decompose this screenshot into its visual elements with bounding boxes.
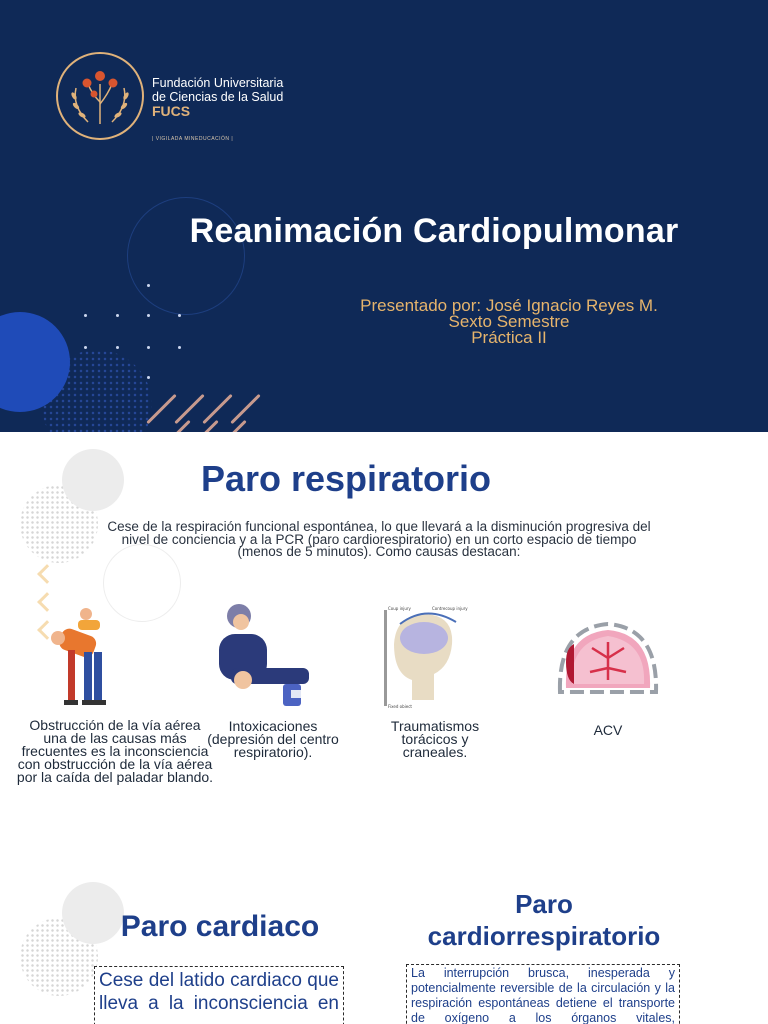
respiratory-arrest-slide bbox=[0, 432, 768, 864]
svg-text:Fixed object: Fixed object bbox=[388, 704, 412, 708]
decorative-slashes bbox=[146, 393, 276, 432]
fucs-logo-emblem bbox=[56, 52, 144, 140]
title-line: Paro bbox=[515, 889, 573, 919]
title-slide bbox=[0, 0, 768, 432]
svg-text:Contrecoup injury: Contrecoup injury bbox=[432, 606, 468, 611]
presenter-info bbox=[300, 298, 718, 346]
slide-title: Paro respiratorio bbox=[200, 458, 492, 499]
institution-acronym: FUCS bbox=[152, 103, 191, 119]
decorative-dot-grid bbox=[84, 284, 194, 384]
institution-name bbox=[152, 76, 283, 118]
choking-person-icon bbox=[48, 602, 132, 720]
cause-trauma: Traumatismos torácicos y craneales. bbox=[390, 718, 480, 760]
institution-name-line2: de Ciencias de la Salud bbox=[152, 90, 284, 104]
cardiac-arrest-definition: Cese del latido cardiaco que lleva a la inconsciencia en bbox=[94, 966, 344, 1024]
head-trauma-icon bbox=[382, 604, 470, 708]
cause-intoxication: Intoxicaciones (depresión del centro respiratorio). bbox=[207, 718, 339, 760]
institution-name-line1: Fundación Universitaria bbox=[152, 76, 284, 90]
title-line: cardiorrespiratorio bbox=[427, 921, 661, 951]
cause-label: Obstrucción de la vía aérea bbox=[29, 717, 201, 733]
cardiorespiratory-arrest-definition: La interrupción brusca, inesperada y potencialmente reversible de la circulación y la respiración espontáneas detiene el transporte de oxígeno a los órganos vitales, bbox=[406, 964, 680, 1024]
institution-tagline: | VIGILADA MINEDUCACIÓN | bbox=[152, 136, 234, 142]
cause-detail: una de las causas más frecuentes es la inconsciencia con obstrucción de la vía aérea por la caída del paladar blando. bbox=[16, 730, 214, 785]
presentation-title: Reanimación Cardiopulmonar bbox=[189, 212, 679, 250]
presenter-semester: Sexto Semestre bbox=[448, 312, 570, 331]
decorative-chevron bbox=[37, 564, 57, 584]
intoxicated-person-icon bbox=[213, 602, 313, 718]
presenter-course: Práctica II bbox=[471, 328, 547, 347]
brain-stroke-icon bbox=[552, 618, 664, 700]
laurel-roses-icon bbox=[58, 54, 142, 138]
cardiac-arrest-slide bbox=[0, 864, 768, 1024]
cardiac-arrest-title: Paro cardiaco bbox=[120, 910, 320, 943]
cardiorespiratory-arrest-title bbox=[398, 888, 690, 952]
svg-text:Coup injury: Coup injury bbox=[388, 606, 411, 611]
cause-stroke: ACV bbox=[593, 722, 623, 738]
presenter-name: Presentado por: José Ignacio Reyes M. bbox=[360, 296, 658, 315]
slide-description: Cese de la respiración funcional espontánea, lo que llevará a la disminución progresiva del nivel de conciencia y a la PCR (paro cardiorespiratorio) en un corto espacio de tiempo (menos de 5 minutos). Como causas destacan: bbox=[107, 519, 651, 559]
cause-airway-obstruction bbox=[14, 719, 216, 784]
